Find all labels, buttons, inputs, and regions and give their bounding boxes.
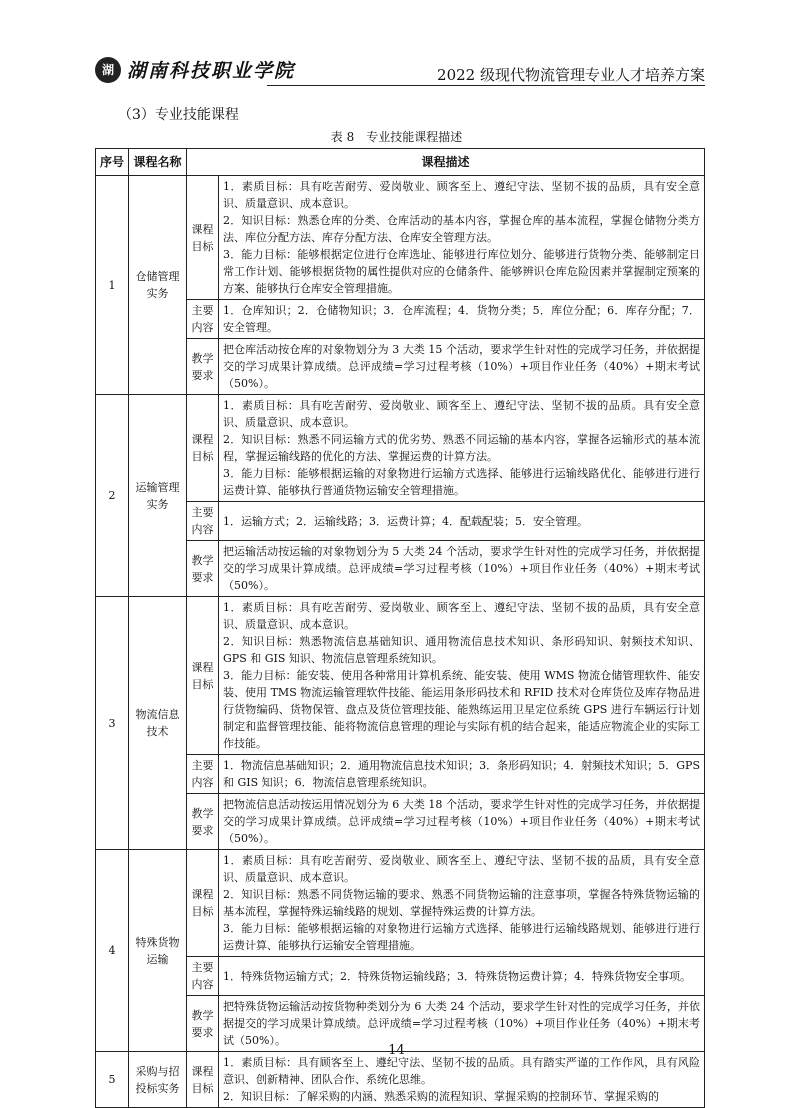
subsection-label: 课程目标: [187, 850, 219, 957]
course-number: 2: [96, 395, 129, 597]
table-caption: 表 8 专业技能课程描述: [330, 130, 463, 144]
header-divider: [267, 85, 705, 86]
description-line: 把运输活动按运输的对象物划分为 5 大类 24 个活动，要求学生针对性的完成学习任务，并依据提交的学习成果计算成绩。总评成绩=学习过程考核（10%）+项目作业任务（40%）+期末考试（50%）。: [223, 545, 700, 592]
description-line: 1．特殊货物运输方式；2．特殊货物运输线路；3．特殊货物运费计算；4．特殊货物安全事项。: [223, 969, 691, 983]
description-line: 3．能力目标：能够根据运输的对象物进行运输方式选择、能够进行运输线路规划、能够进行进行运费计算、能够执行运输安全管理措施。: [223, 922, 700, 952]
subsection-description: [219, 502, 705, 541]
subsection-description: [219, 850, 705, 957]
table-row: [96, 1052, 705, 1108]
description-line: 1．素质目标：具有吃苦耐劳、爱岗敬业、顾客至上、遵纪守法、坚韧不拔的品质，具有安全意识、质量意识、成本意识。: [223, 601, 700, 631]
table-row: [96, 502, 705, 541]
description-line: 2．知识目标：熟悉物流信息基础知识、通用物流信息技术知识、条形码知识、射频技术知识、GPS 和 GIS 知识、物流信息管理系统知识。: [223, 635, 700, 665]
description-line: 3．能力目标：能够根据运输的对象物进行运输方式选择、能够进行运输线路优化、能够进行进行运费计算、能够执行普通货物运输安全管理措施。: [223, 467, 700, 497]
document-title: 2022 级现代物流管理专业人才培养方案: [437, 66, 705, 84]
header-course-description: 课程描述: [187, 149, 705, 176]
course-number: 3: [96, 597, 129, 850]
page-header: [95, 56, 705, 88]
subsection-description: [219, 176, 705, 300]
description-line: 2．知识目标：熟悉不同货物运输的要求、熟悉不同货物运输的注意事项，掌握各特殊货物运输的基本流程，掌握特殊运输线路的规划、掌握特殊运费的计算方法。: [223, 888, 700, 918]
subsection-description: [219, 957, 705, 996]
subsection-label: 教学要求: [187, 541, 219, 597]
course-description-table: [95, 148, 705, 1108]
subsection-description: [219, 794, 705, 850]
course-number: 1: [96, 176, 129, 395]
course-name: 特殊货物运输: [129, 850, 187, 1052]
course-name: 采购与招投标实务: [129, 1052, 187, 1108]
course-number: 5: [96, 1052, 129, 1108]
header-course-name: 课程名称: [129, 149, 187, 176]
subsection-description: [219, 395, 705, 502]
course-number: 4: [96, 850, 129, 1052]
subsection-description: [219, 339, 705, 395]
subsection-description: [219, 597, 705, 755]
subsection-label: 教学要求: [187, 996, 219, 1052]
course-name: 运输管理实务: [129, 395, 187, 597]
table-header-row: [96, 149, 705, 176]
subsection-label: 课程目标: [187, 395, 219, 502]
table-row: [96, 957, 705, 996]
table-row: [96, 176, 705, 300]
subsection-label: 主要内容: [187, 957, 219, 996]
subsection-label: 教学要求: [187, 794, 219, 850]
table-row: [96, 850, 705, 957]
school-logo: [95, 56, 295, 83]
table-row: [96, 755, 705, 794]
table-row: [96, 300, 705, 339]
page-number: 14: [388, 1043, 405, 1058]
subsection-label: 课程目标: [187, 176, 219, 300]
subsection-label: 教学要求: [187, 339, 219, 395]
section-title: （3）专业技能课程: [118, 107, 239, 123]
table-row: [96, 395, 705, 502]
subsection-description: [219, 755, 705, 794]
description-line: 1．仓库知识；2．仓储物知识；3．仓库流程；4．货物分类；5．库位分配；6．库存分配；7．安全管理。: [223, 304, 700, 334]
subsection-label: 课程目标: [187, 1052, 219, 1108]
subsection-label: 主要内容: [187, 300, 219, 339]
school-name: 湖南科技职业学院: [127, 60, 296, 82]
subsection-description: [219, 541, 705, 597]
description-line: 1．物流信息基础知识；2．通用物流信息技术知识；3．条形码知识；4．射频技术知识；5．GPS 和 GIS 知识；6．物流信息管理系统知识。: [223, 759, 700, 789]
header-number: 序号: [96, 149, 129, 176]
description-line: 1．素质目标：具有吃苦耐劳、爱岗敬业、顾客至上、遵纪守法、坚韧不拔的品质。具有安全意识、质量意识、成本意识。: [223, 399, 700, 429]
subsection-label: 主要内容: [187, 755, 219, 794]
description-line: 把特殊货物运输活动按货物种类划分为 6 大类 24 个活动，要求学生针对性的完成学习任务，并依据提交的学习成果计算成绩。总评成绩=学习过程考核（10%）+项目作业任务（40%）+期末考试（50%）。: [223, 1000, 700, 1047]
description-line: 1．素质目标：具有吃苦耐劳、爱岗敬业、顾客至上、遵纪守法、坚韧不拔的品质，具有安全意识、质量意识、成本意识。: [223, 854, 700, 884]
table-row: [96, 597, 705, 755]
description-line: 2．知识目标：熟悉仓库的分类、仓库活动的基本内容，掌握仓库的基本流程，掌握仓储物分类方法、库位分配方法、库存分配方法、仓库安全管理方法。: [223, 214, 700, 244]
subsection-label: 主要内容: [187, 502, 219, 541]
school-seal-icon: 湖: [95, 57, 121, 83]
description-line: 3．能力目标：能够根据定位进行仓库选址、能够进行库位划分、能够进行货物分类、能够制定日常工作计划、能够根据货物的属性提供对应的仓储条件、能够辨识仓库危险因素并掌握制定预案的方案、能够执行仓库安全管理措施。: [223, 248, 700, 295]
table-row: [96, 794, 705, 850]
description-line: 1．素质目标：具有吃苦耐劳、爱岗敬业、顾客至上、遵纪守法、坚韧不拔的品质，具有安全意识、质量意识、成本意识。: [223, 180, 700, 210]
subsection-description: [219, 300, 705, 339]
table-row: [96, 541, 705, 597]
course-name: 物流信息技术: [129, 597, 187, 850]
description-line: 1．素质目标：具有顾客至上、遵纪守法、坚韧不拔的品质。具有踏实严谨的工作作风，具有风险意识、创新精神、团队合作、系统化思维。: [223, 1056, 700, 1086]
description-line: 1．运输方式；2．运输线路；3．运费计算；4．配载配装；5．安全管理。: [223, 514, 588, 528]
table-row: [96, 339, 705, 395]
subsection-description: [219, 1052, 705, 1108]
description-line: 2．知识目标：了解采购的内涵、熟悉采购的流程知识、掌握采购的控制环节、掌握采购的: [223, 1090, 659, 1103]
course-name: 仓储管理实务: [129, 176, 187, 395]
description-line: 把仓库活动按仓库的对象物划分为 3 大类 15 个活动，要求学生针对性的完成学习任务，并依据提交的学习成果计算成绩。总评成绩=学习过程考核（10%）+项目作业任务（40%）+期末考试（50%）。: [223, 343, 700, 390]
subsection-label: 课程目标: [187, 597, 219, 755]
description-line: 2．知识目标：熟悉不同运输方式的优劣势、熟悉不同运输的基本内容，掌握各运输形式的基本流程，掌握运输线路的优化的方法、掌握运费的计算方法。: [223, 433, 700, 463]
description-line: 3．能力目标：能安装、使用各种常用计算机系统、能安装、使用 WMS 物流仓储管理软件、能安装、使用 TMS 物流运输管理软件技能、能运用条形码技术和 RFID 技术对仓库货位及库存物品进行货物编码、货物保管、盘点及货位管理技能、能熟练运用卫星定位系统 GPS 进行车辆运行计划制定和监督管理技能、能将物流信息管理的理论与实际有机的结合起来，能适应物流企业的实际工作技能。: [223, 669, 700, 750]
description-line: 把物流信息活动按运用情况划分为 6 大类 18 个活动，要求学生针对性的完成学习任务，并依据提交的学习成果计算成绩。总评成绩=学习过程考核（10%）+项目作业任务（40%）+期末考试（50%）。: [223, 798, 700, 845]
